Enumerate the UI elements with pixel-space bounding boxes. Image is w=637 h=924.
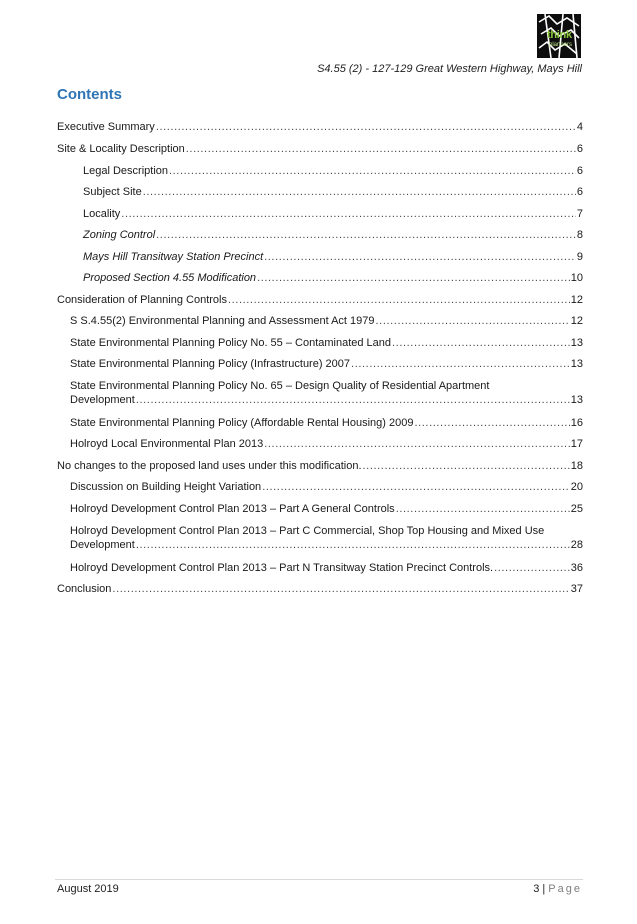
toc-entry-page: 8 xyxy=(576,229,583,241)
footer-divider xyxy=(55,879,583,880)
toc-leader-dots xyxy=(186,142,576,156)
toc-entry-title: State Environmental Planning Policy No. 65 – Design Quality of Residential Apartment xyxy=(70,380,490,392)
page-word: Page xyxy=(548,883,582,895)
toc-entry[interactable] xyxy=(57,142,583,156)
toc-entry-page: 6 xyxy=(576,143,583,155)
toc-leader-dots xyxy=(262,480,570,494)
toc-entry[interactable] xyxy=(70,502,583,516)
toc-entry-page: 10 xyxy=(570,272,583,284)
toc-entry-title: Locality xyxy=(83,208,121,220)
toc-entry-title: No changes to the proposed land uses under this modification. xyxy=(57,460,362,472)
toc-leader-dots xyxy=(112,582,569,596)
toc-leader-dots xyxy=(351,357,570,371)
toc-entry[interactable] xyxy=(83,271,583,285)
toc-entry[interactable] xyxy=(83,250,583,264)
toc-entry-title: Holroyd Local Environmental Plan 2013 xyxy=(70,438,264,450)
toc-entry-title: State Environmental Planning Policy No. 55 – Contaminated Land xyxy=(70,337,392,349)
toc-entry-title: Site & Locality Description xyxy=(57,143,185,155)
toc-entry-title: Holroyd Development Control Plan 2013 – Part C Commercial, Shop Top Housing and Mixed Use xyxy=(70,525,545,537)
toc-entry-page: 17 xyxy=(570,438,583,450)
toc-leader-dots xyxy=(494,561,570,575)
logo-word: think xyxy=(547,29,572,41)
toc-entry-page: 6 xyxy=(576,186,583,198)
toc-leader-dots xyxy=(376,314,570,328)
toc-entry-page: 25 xyxy=(570,503,583,515)
toc-entry-page: 7 xyxy=(576,208,583,220)
toc-entry-title: Subject Site xyxy=(83,186,142,198)
toc-entry-title: Zoning Control xyxy=(83,229,156,241)
toc-entry-title: Holroyd Development Control Plan 2013 – Part N Transitway Station Precinct Controls. xyxy=(70,562,494,574)
toc-entry-title: State Environmental Planning Policy (Infrastructure) 2007 xyxy=(70,358,351,370)
toc-entry-page: 37 xyxy=(570,583,583,595)
toc-leader-dots xyxy=(169,164,576,178)
toc-entry[interactable] xyxy=(70,524,583,552)
toc-entry[interactable] xyxy=(83,185,583,199)
toc-entry[interactable] xyxy=(83,228,583,242)
toc-entry-page: 13 xyxy=(570,337,583,349)
toc-leader-dots xyxy=(264,437,570,451)
toc-entry-title: Executive Summary xyxy=(57,121,155,133)
think-planners-logo xyxy=(537,14,581,58)
toc-entry-continuation xyxy=(70,538,583,552)
toc-entry-page: 13 xyxy=(570,358,583,370)
page-separator: | xyxy=(542,883,546,895)
toc-leader-dots xyxy=(156,120,576,134)
toc-entry-title-continued: Development xyxy=(70,394,135,406)
toc-entry[interactable] xyxy=(70,357,583,371)
toc-entry-title: Proposed Section 4.55 Modification xyxy=(83,272,257,284)
toc-entry[interactable] xyxy=(70,437,583,451)
toc-entry-page: 12 xyxy=(570,315,583,327)
toc-entry-title: Discussion on Building Height Variation xyxy=(70,481,262,493)
document-reference: S4.55 (2) - 127-129 Great Western Highway, Mays Hill xyxy=(317,63,582,75)
toc-entry-page: 28 xyxy=(570,539,583,551)
toc-entry-page: 13 xyxy=(570,394,583,406)
toc-entry-page: 6 xyxy=(576,165,583,177)
toc-entry-title: S S.4.55(2) Environmental Planning and Assessment Act 1979 xyxy=(70,315,375,327)
toc-entry-title-continued: Development xyxy=(70,539,135,551)
toc-entry-title: Mays Hill Transitway Station Precinct xyxy=(83,251,264,263)
toc-entry-page: 18 xyxy=(570,460,583,472)
toc-entry[interactable] xyxy=(57,293,583,307)
toc-entry-page: 20 xyxy=(570,481,583,493)
toc-leader-dots xyxy=(136,393,570,407)
toc-entry[interactable] xyxy=(70,379,583,407)
toc-leader-dots xyxy=(396,502,570,516)
toc-entry[interactable] xyxy=(83,164,583,178)
toc-entry-page: 9 xyxy=(576,251,583,263)
toc-entry[interactable] xyxy=(57,459,583,473)
toc-entry-page: 4 xyxy=(576,121,583,133)
toc-entry-title: State Environmental Planning Policy (Affordable Rental Housing) 2009 xyxy=(70,417,414,429)
toc-leader-dots xyxy=(257,271,570,285)
toc-entry[interactable] xyxy=(70,480,583,494)
toc-entry[interactable] xyxy=(83,207,583,221)
toc-entry[interactable] xyxy=(57,120,583,134)
toc-entry[interactable] xyxy=(70,416,583,430)
toc-entry-title: Consideration of Planning Controls xyxy=(57,294,227,306)
toc-leader-dots xyxy=(156,228,576,242)
toc-entry-title: Legal Description xyxy=(83,165,168,177)
toc-entry-page: 36 xyxy=(570,562,583,574)
toc-entry[interactable] xyxy=(70,336,583,350)
page-number: 3 xyxy=(533,883,540,895)
footer-page-number xyxy=(533,883,582,895)
toc-leader-dots xyxy=(363,459,570,473)
toc-entry-continuation xyxy=(70,393,583,407)
logo-subword: planners xyxy=(549,42,573,48)
toc-entry-page: 16 xyxy=(570,417,583,429)
toc-entry-title: Holroyd Development Control Plan 2013 – Part A General Controls xyxy=(70,503,395,515)
toc-leader-dots xyxy=(121,207,576,221)
toc-leader-dots xyxy=(392,336,570,350)
toc-entry[interactable] xyxy=(57,582,583,596)
toc-entry-page: 12 xyxy=(570,294,583,306)
toc-entry[interactable] xyxy=(70,314,583,328)
toc-leader-dots xyxy=(228,293,570,307)
toc-entry[interactable] xyxy=(70,561,583,575)
page-title: Contents xyxy=(57,86,122,103)
toc-entry-title: Conclusion xyxy=(57,583,112,595)
toc-leader-dots xyxy=(264,250,576,264)
toc-leader-dots xyxy=(143,185,576,199)
toc-leader-dots xyxy=(414,416,569,430)
footer-date: August 2019 xyxy=(57,883,119,895)
toc-leader-dots xyxy=(136,538,570,552)
